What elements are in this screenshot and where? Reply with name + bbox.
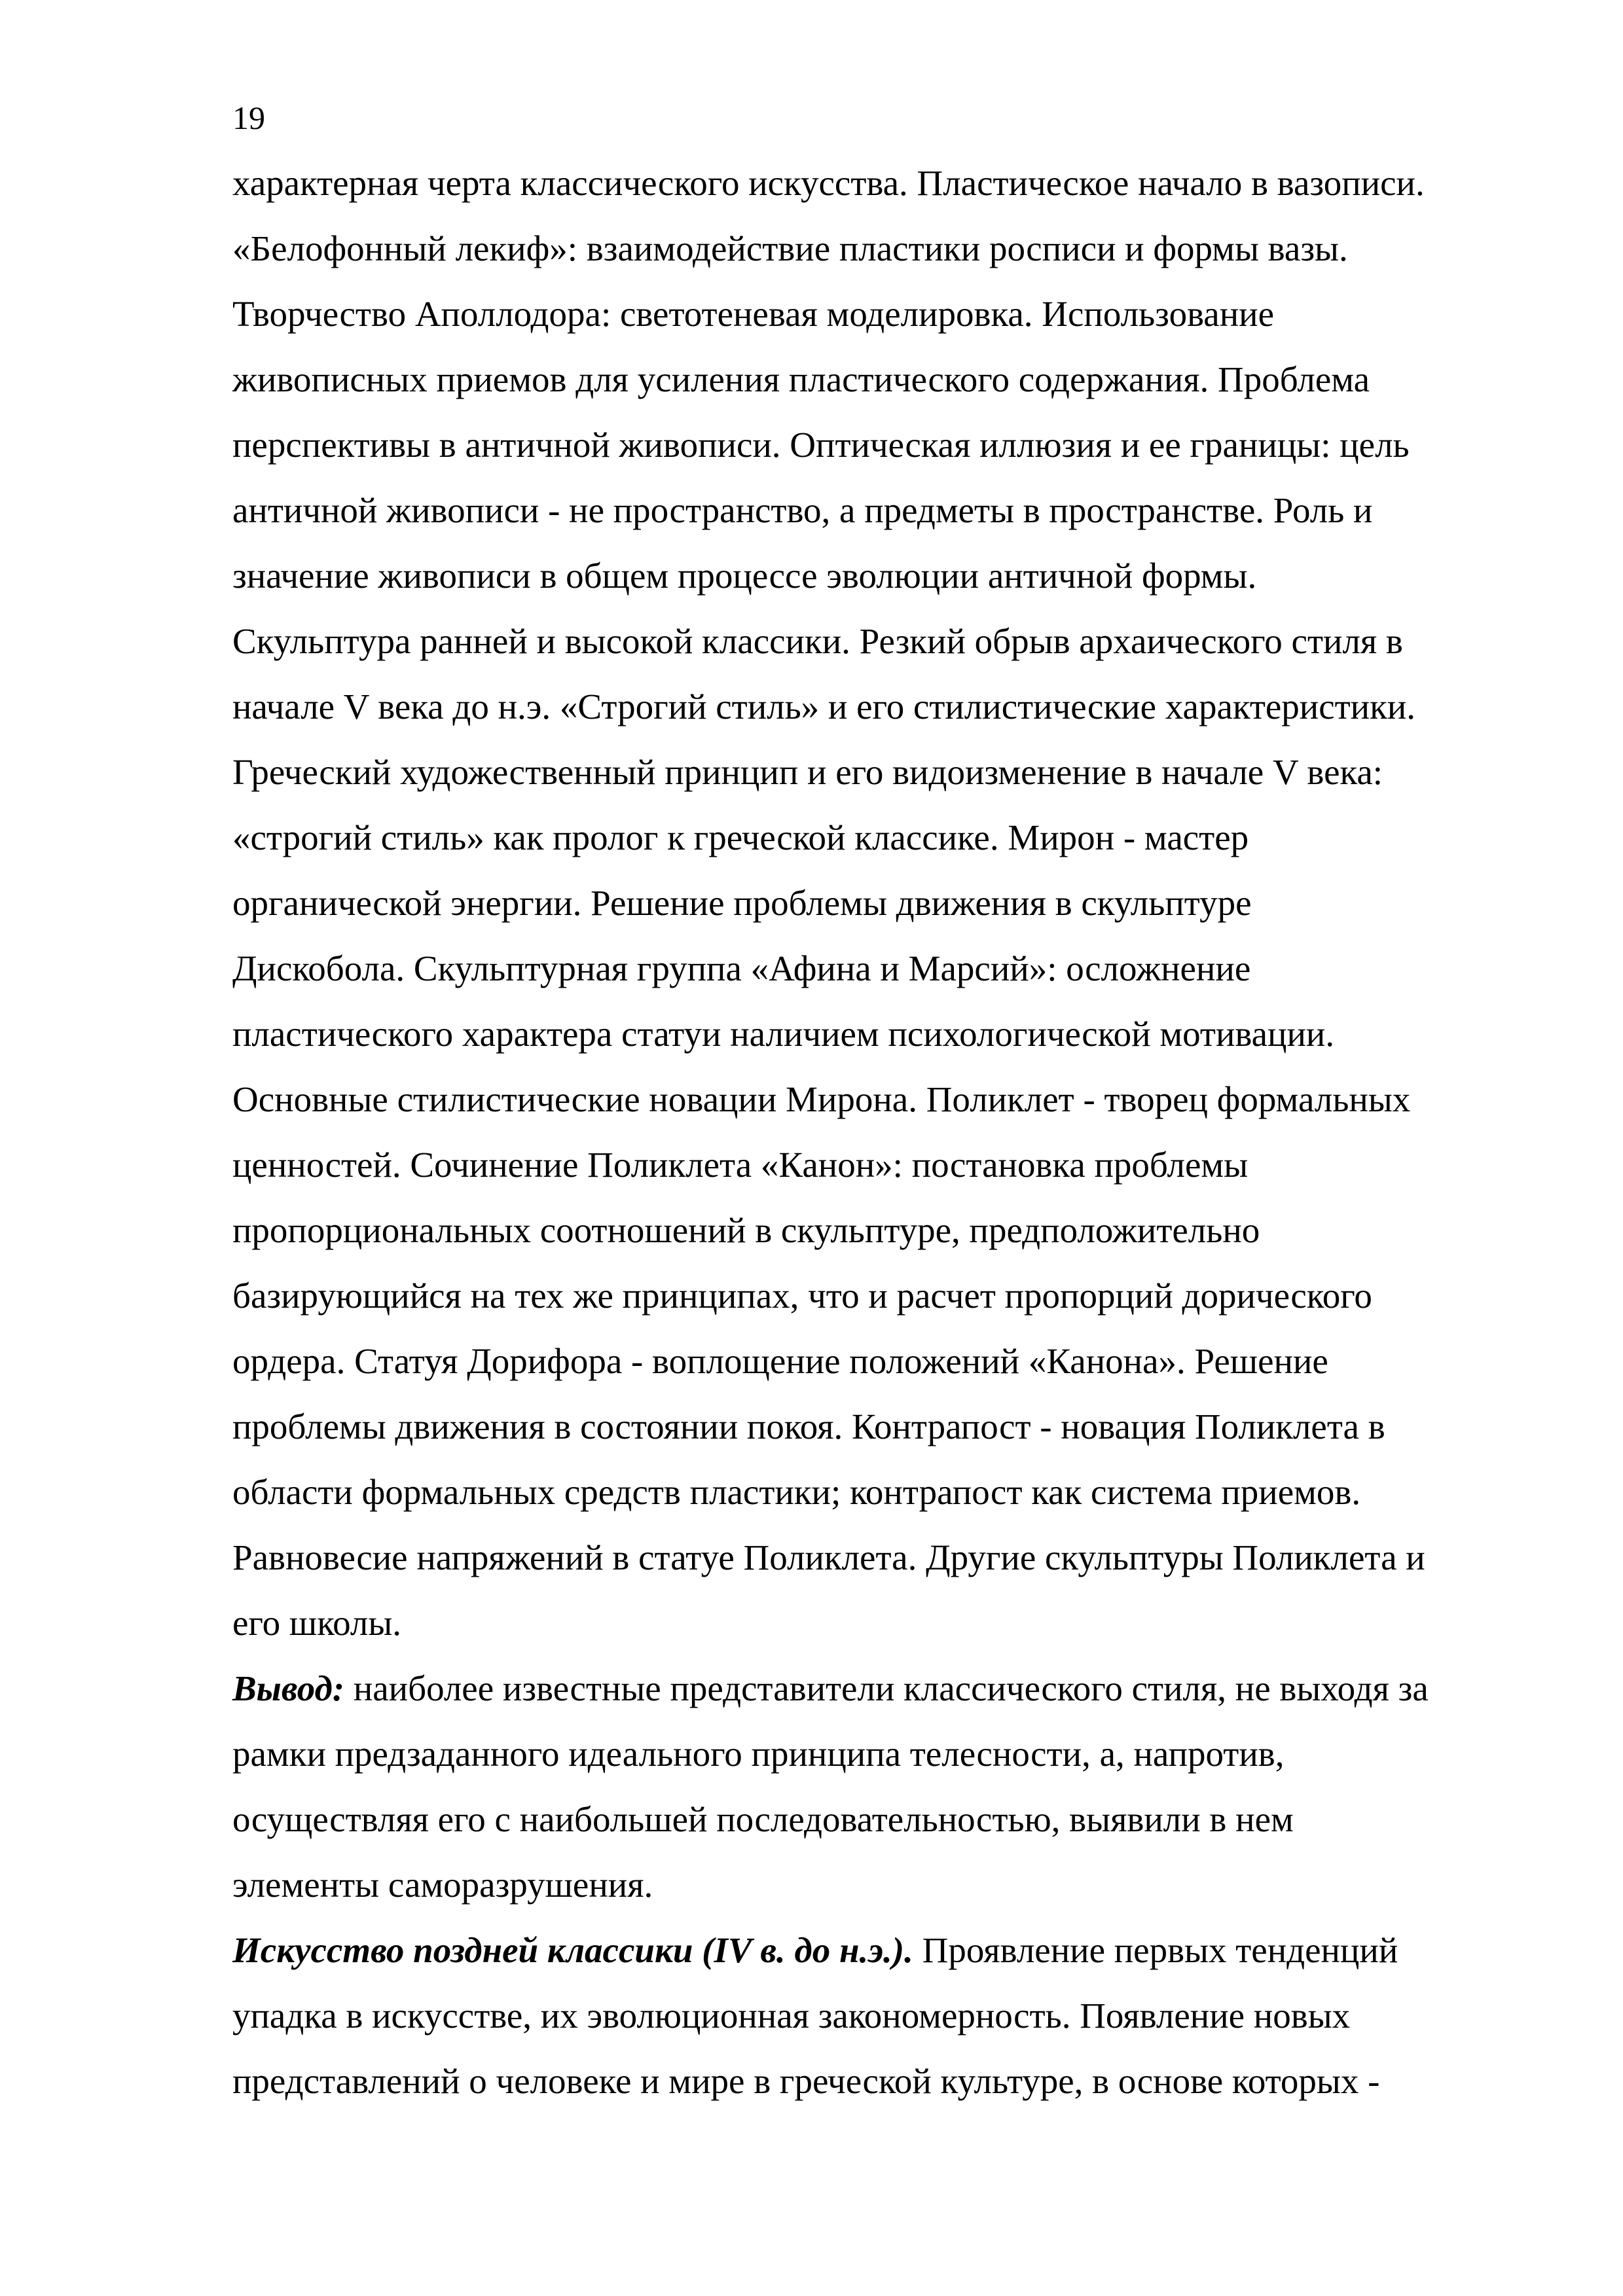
body-text — [232, 151, 1516, 2114]
text-line: его школы. — [232, 1603, 402, 1643]
conclusion-line: элементы саморазрушения. — [232, 1865, 653, 1905]
page-number: 19 — [232, 99, 265, 136]
text-line: Основные стилистические новации Мирона. Поликлет - творец формальных — [232, 1079, 1411, 1119]
conclusion-first-line — [232, 1656, 1516, 1721]
text-line: перспективы в античной живописи. Оптическая иллюзия и ее границы: цель — [232, 425, 1410, 465]
section-text: Проявление первых тенденций — [913, 1930, 1398, 1970]
text-line: ордера. Статуя Дорифора - воплощение положений «Канона». Решение — [232, 1341, 1328, 1381]
section-heading: Искусство поздней классики (IV в. до н.э.). — [232, 1930, 913, 1970]
text-line: базирующийся на тех же принципах, что и расчет пропорций дорического — [232, 1276, 1372, 1316]
text-line: пропорциональных соотношений в скульптуре, предположительно — [232, 1210, 1260, 1250]
text-line: Творчество Аполлодора: светотеневая моделировка. Использование — [232, 294, 1274, 334]
text-line: начале V века до н.э. «Строгий стиль» и его стилистические характеристики. — [232, 687, 1416, 726]
text-line: Дискобола. Скульптурная группа «Афина и Марсий»: осложнение — [232, 948, 1251, 988]
conclusion-line: рамки предзаданного идеального принципа телесности, а, напротив, — [232, 1734, 1285, 1774]
text-line: живописных приемов для усиления пластического содержания. Проблема — [232, 359, 1370, 399]
text-line: проблемы движения в состоянии покоя. Контрапост - новация Поликлета в — [232, 1407, 1385, 1446]
text-line: Равновесие напряжений в статуе Поликлета. Другие скульптуры Поликлета и — [232, 1537, 1425, 1577]
text-line: органической энергии. Решение проблемы движения в скульптуре — [232, 883, 1252, 923]
text-line: области формальных средств пластики; контрапост как система приемов. — [232, 1472, 1361, 1512]
text-line: «Белофонный лекиф»: взаимодействие пластики росписи и формы вазы. — [232, 228, 1348, 268]
text-line: античной живописи - не пространство, а предметы в пространстве. Роль и — [232, 490, 1373, 530]
text-line: пластического характера статуи наличием психологической мотивации. — [232, 1014, 1335, 1054]
text-line: Греческий художественный принцип и его видоизменение в начале V века: — [232, 752, 1383, 792]
late-classic-first-line — [232, 1918, 1516, 1983]
text-line: Скульптура ранней и высокой классики. Резкий обрыв архаического стиля в — [232, 621, 1403, 661]
text-line: значение живописи в общем процессе эволюции античной формы. — [232, 556, 1257, 596]
late-classic-line: представлений о человеке и мире в греческой культуре, в основе которых - — [232, 2061, 1380, 2101]
text-line: ценностей. Сочинение Поликлета «Канон»: постановка проблемы — [232, 1145, 1249, 1185]
conclusion-label: Вывод: — [232, 1668, 345, 1708]
conclusion-text: наиболее известные представители классического стиля, не выходя за — [344, 1668, 1429, 1708]
text-line: характерная черта классического искусства. Пластическое начало в вазописи. — [232, 163, 1425, 203]
conclusion-line: осуществляя его с наибольшей последовательностью, выявили в нем — [232, 1799, 1294, 1839]
late-classic-line: упадка в искусстве, их эволюционная закономерность. Появление новых — [232, 1996, 1351, 2036]
text-line: «строгий стиль» как пролог к греческой классике. Мирон - мастер — [232, 817, 1249, 857]
